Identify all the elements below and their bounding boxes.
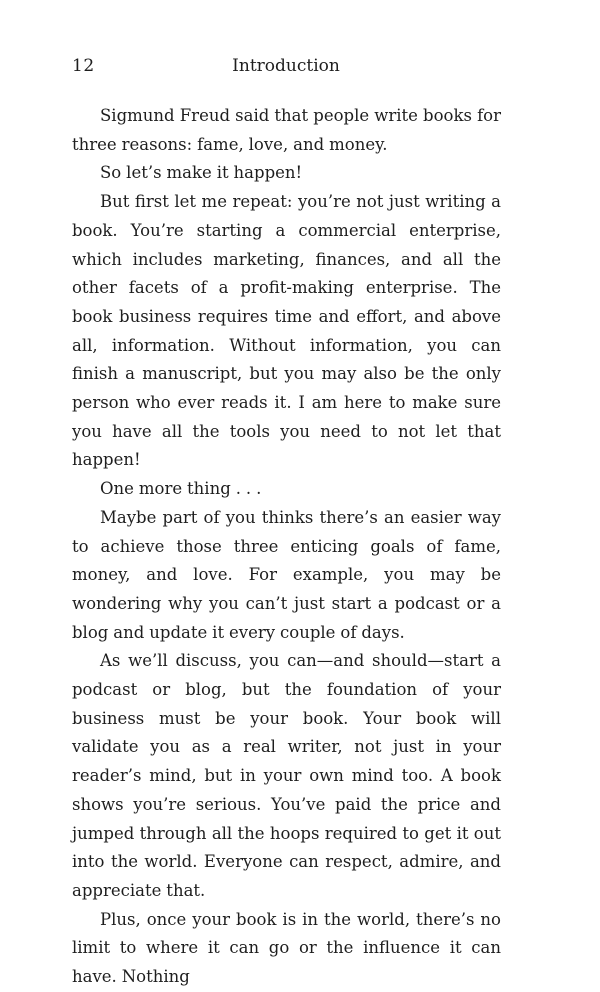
page-number: 12: [72, 56, 95, 76]
paragraph: Plus, once your book is in the world, there’s no limit to where it can go or the influence it can have. Nothing: [72, 909, 501, 987]
paragraph: So let’s make it happen!: [100, 163, 303, 183]
paragraph: Sigmund Freud said that people write books for three reasons: fame, love, and money.: [72, 106, 501, 154]
paragraph: Maybe part of you thinks there’s an easier way to achieve those three enticing goals of fame, money, and love. For example, you may be wondering why you can’t just start a podcast or a blog and update it every couple of days.: [72, 507, 501, 642]
paragraph: As we’ll discuss, you can—and should—start a podcast or blog, but the foundation of your business must be your book. Your book will validate you as a real writer, not just in your reader’s mind, but in your own mind too. A book shows you’re serious. You’ve paid the price and jumped through all the hoops required to get it out into the world. Everyone can respect, admire, and appreciate that.: [72, 651, 501, 900]
paragraph: But first let me repeat: you’re not just writing a book. You’re starting a commercial enterprise, which includes marketing, finances, and all the other facets of a profit-making enterprise. The book business requires time and effort, and above all, information. Without information, you can finish a manuscript, but you may also be the only person who ever reads it. I am here to make sure you have all the tools you need to not let that happen!: [72, 192, 501, 470]
paragraph: One more thing . . .: [100, 479, 262, 499]
page-header: [72, 54, 500, 78]
running-head: Introduction: [232, 56, 340, 76]
body-text: [72, 102, 501, 992]
